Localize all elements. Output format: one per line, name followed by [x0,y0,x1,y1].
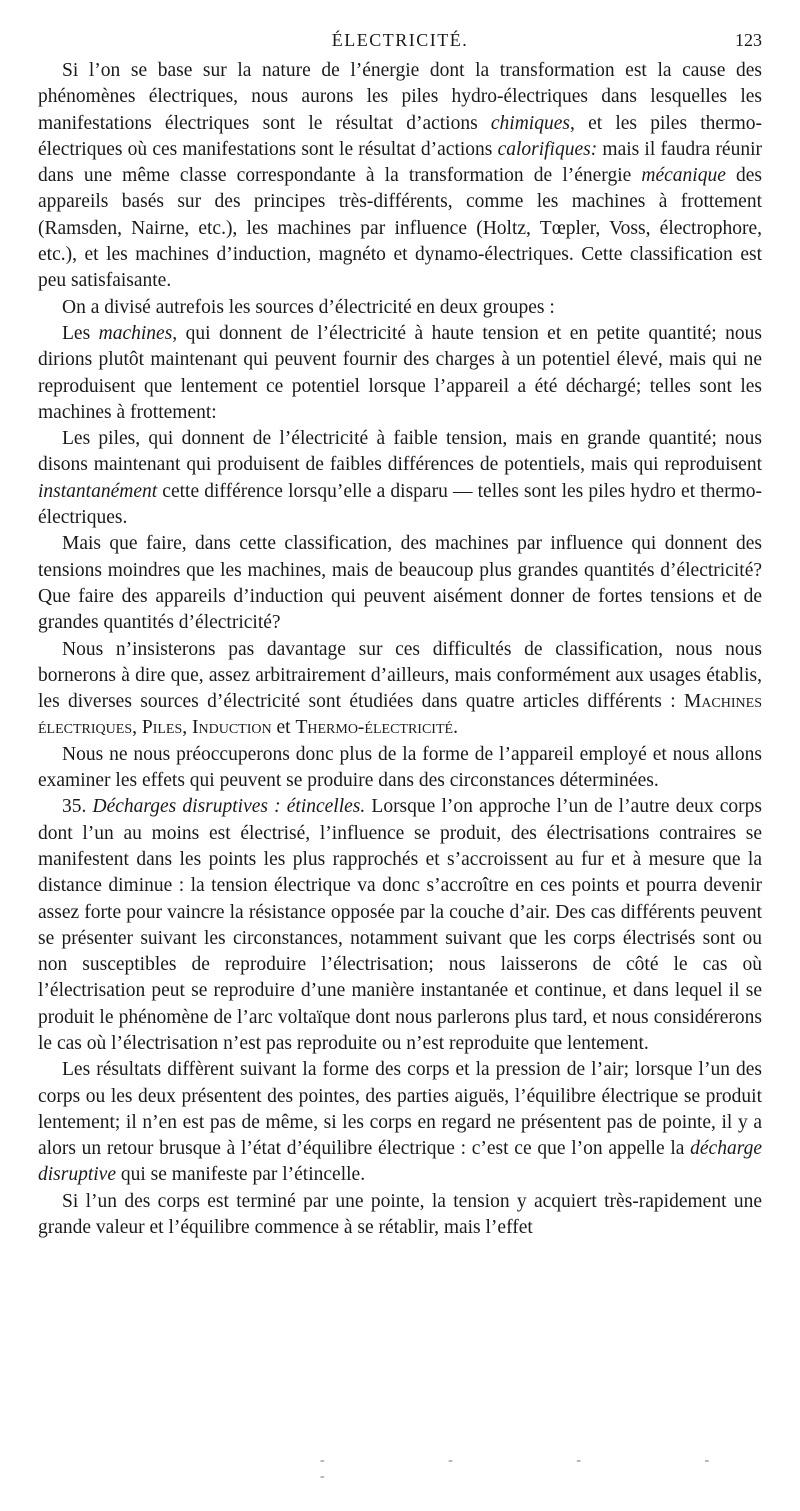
paragraph-3: Les machines, qui donnent de l’électricité à haute tension et en petite quantité; nous dirions plutôt maintenant qui peuvent fournir des charges à un potentiel élevé, mais qui ne reproduisent que lentement ce potentiel lorsque l’appareil a été déchargé; telles sont les machines à frottement: [38,322,762,423]
paragraph-2: On a divisé autrefois les sources d’électricité en deux groupes : [62,296,555,318]
paragraph-10: Si l’un des corps est terminé par une pointe, la tension y acquiert très-rapidement une grande valeur et l’équilibre commence à se rétablir, mais l’effet [38,1190,762,1239]
running-head [38,30,762,52]
running-title: ÉLECTRICITÉ. [331,30,469,50]
paragraph-9: Les résultats diffèrent suivant la forme des corps et la pression de l’air; lorsque l’un des corps ou les deux présentent des pointes, des parties aiguës, l’équilibre électrique se produit lentement; il n’en est pas de même, si les corps en regard ne présentent pas de pointe, il y a alors un retour brusque à l’état d’équilibre électrique : c’est ce que l’on appelle la décharge disruptive qui se manifeste par l’étincelle. [38,1059,762,1186]
paragraph-7: Nous ne nous préoccuperons donc plus de la forme de l’appareil employé et nous allons examiner les effets qui peuvent se produire dans des circonstances déterminées. [38,743,762,792]
footer-marks: - - - - - [320,1453,770,1484]
paragraph-1: Si l’on se base sur la nature de l’énergie dont la transformation est la cause des phénomènes électriques, nous aurons les piles hydro-électriques dans lesquelles les manifestations électriques sont le résultat d’actions chimiques, et les piles thermo-électriques où ces manifestations sont le résultat d’actions calorifiques: mais il faudra réunir dans une même classe correspondante à la transformation de l’énergie mécanique des appareils basés sur des principes très-différents, comme les machines à frottement (Ramsden, Nairne, etc.), les machines par influence (Holtz, Tœpler, Voss, électrophore, etc.), et les machines d’induction, magnéto et dynamo-électriques. Cette classification est peu satisfaisante. [38,60,763,292]
section-number: 35. [62,796,87,818]
body-text [38,58,762,1241]
page-number: 123 [735,30,762,50]
paragraph-6: Nous n’insisterons pas davantage sur ces difficultés de classification, nous nous bornerons à dire que, assez arbitrairement d’ailleurs, mais conformément aux usages établis, les diverses sources d’électricité sont étudiées dans quatre articles différents : Machines électriques, Piles, Induction et Thermo-électricité. [38,638,762,739]
section-35: 35. Décharges disruptives : étincelles. Lorsque l’on approche l’un de l’autre deux corps dont l’un au moins est électrisé, l’influence se produit, des électrisations contraires se manifestent dans les points les plus rapprochés et s’accroissent au fur et à mesure que la distance diminue : la tension électrique va donc s’accroître en ces points et pourra devenir assez forte pour vaincre la résistance opposée par la couche d’air. Des cas différents peuvent se présenter suivant les circonstances, notamment suivant que les corps électrisés sont ou non susceptibles de reproduire l’électrisation; nous laisserons de côté le cas où l’électrisation peut se reproduire d’une manière instantanée et continue, et dans lequel il se produit le phénomène de l’arc voltaïque dont nous parlerons plus tard, et nous considérerons le cas où l’électrisation n’est pas reproduite ou n’est reproduite que lentement. [38,796,762,1054]
paragraph-4: Les piles, qui donnent de l’électricité à faible tension, mais en grande quantité; nous disons maintenant qui produisent de faibles différences de potentiels, mais qui reproduisent instantanément cette différence lorsqu’elle a disparu — telles sont les piles hydro et thermo-électriques. [38,428,762,529]
section-title: Décharges disruptives : étincelles. [92,796,366,818]
paragraph-5: Mais que faire, dans cette classification, des machines par influence qui donnent des tensions moindres que les machines, mais de beaucoup plus grandes quantités d’électricité? Que faire des appareils d’induction qui peuvent aisément donner de fortes tensions et de grandes quantités d’électricité? [38,533,762,634]
